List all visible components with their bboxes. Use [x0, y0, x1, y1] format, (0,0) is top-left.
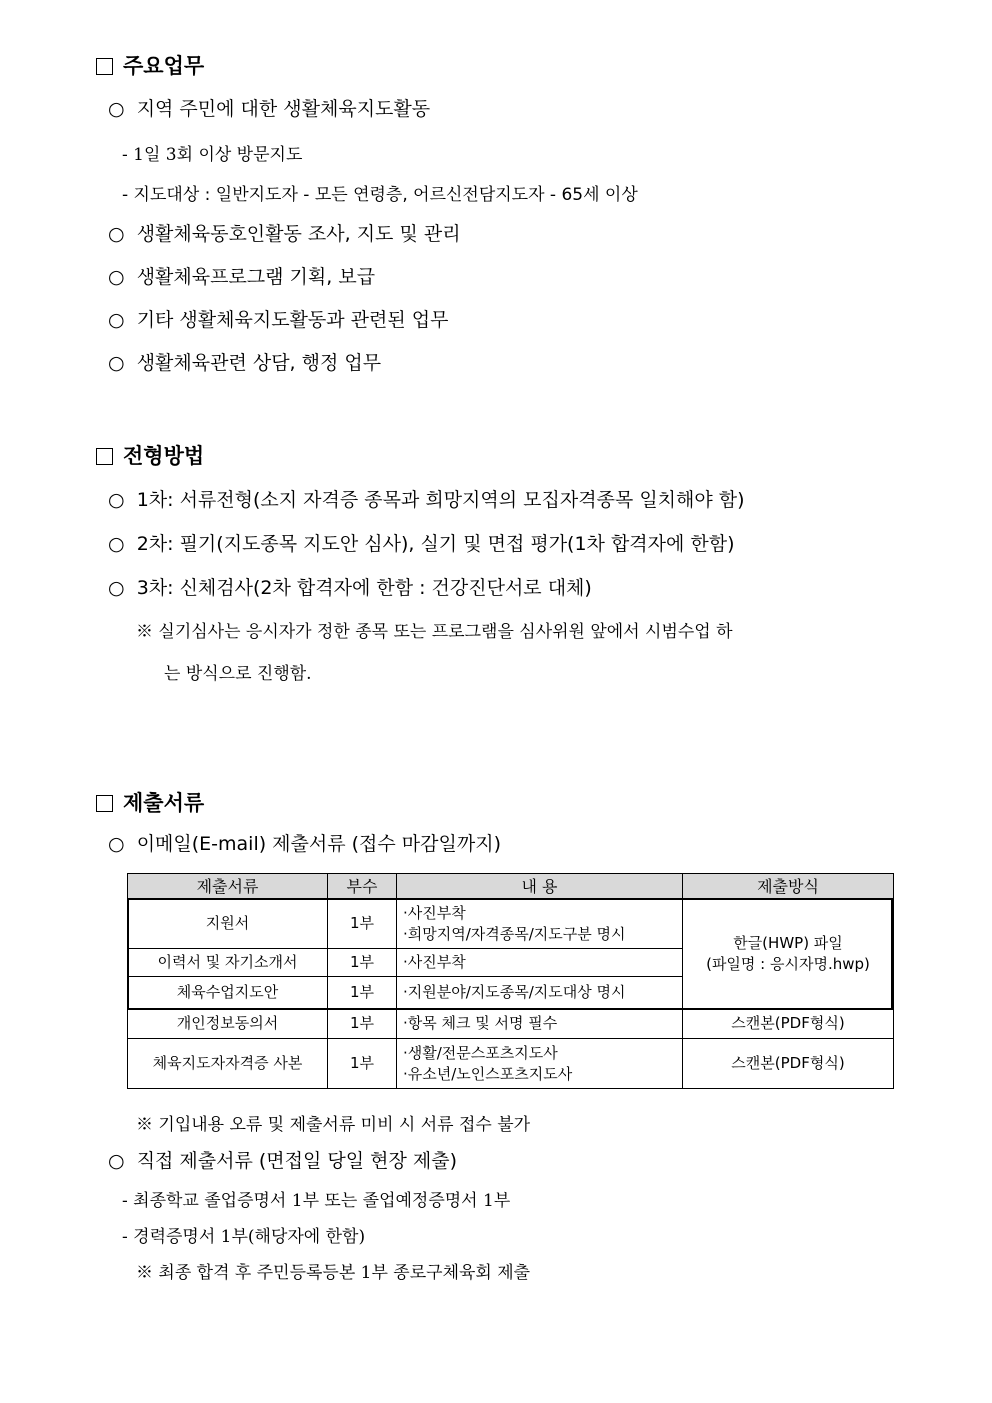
table-row: 체육지도자자격증 사본 1부 ·생활/전문스포츠지도사 ·유소년/노인스포츠지도사 스캔본(PDF형식) [128, 1039, 894, 1089]
list-item: ○ 직접 제출서류 (면접일 당일 현장 제출) [108, 1150, 458, 1172]
list-item: ○ 이메일(E-mail) 제출서류 (접수 마감일까지) [108, 833, 501, 855]
table-row: 지원서 1부 ·사진부착 ·희망지역/자격종목/지도구분 명시 한글(HWP) 파일 (파일명 : 응시자명.hwp) [128, 899, 894, 949]
checkbox-square-icon [96, 448, 113, 465]
circle-bullet-icon: ○ [108, 577, 125, 599]
circle-bullet-icon: ○ [108, 1150, 125, 1172]
circle-bullet-icon: ○ [108, 352, 125, 374]
list-subitem: - 최종학교 졸업증명서 1부 또는 졸업예정증명서 1부 [122, 1191, 511, 1211]
list-item: ○ 생활체육프로그램 기획, 보급 [108, 266, 376, 288]
merged-method-cell: 한글(HWP) 파일 (파일명 : 응시자명.hwp) [683, 899, 894, 1009]
list-item: ○ 2차: 필기(지도종목 지도안 심사), 실기 및 면접 평가(1차 합격자에 한함) [108, 533, 735, 555]
list-item: ○ 기타 생활체육지도활동과 관련된 업무 [108, 309, 449, 331]
circle-bullet-icon: ○ [108, 833, 125, 855]
note-text: ※ 실기심사는 응시자가 정한 종목 또는 프로그램을 심사위원 앞에서 시범수업 하 [136, 622, 733, 642]
section-title: 전형방법 [123, 444, 205, 468]
section-heading-main-duties [96, 50, 204, 80]
checkbox-square-icon [96, 58, 113, 75]
list-item: ○ 지역 주민에 대한 생활체육지도활동 [108, 98, 431, 120]
section-heading-selection [96, 440, 204, 470]
column-header: 제출방식 [683, 874, 894, 899]
documents-table [127, 873, 894, 1089]
circle-bullet-icon: ○ [108, 266, 125, 288]
circle-bullet-icon: ○ [108, 309, 125, 331]
list-item: ○ 1차: 서류전형(소지 자격증 종목과 희망지역의 모집자격종목 일치해야 함) [108, 489, 745, 511]
circle-bullet-icon: ○ [108, 533, 125, 555]
table-header-row [128, 874, 894, 899]
list-item: ○ 생활체육동호인활동 조사, 지도 및 관리 [108, 223, 461, 245]
column-header: 부수 [328, 874, 397, 899]
table-row: 개인정보동의서 1부 ·항목 체크 및 서명 필수 스캔본(PDF형식) [128, 1009, 894, 1039]
list-subitem: - 지도대상 : 일반지도자 - 모든 연령층, 어르신전담지도자 - 65세 이상 [122, 185, 638, 205]
column-header: 내 용 [397, 874, 683, 899]
section-title: 제출서류 [123, 791, 205, 815]
table-row: 체육수업지도안 1부 ·지원분야/지도종목/지도대상 명시 [128, 977, 894, 1009]
circle-bullet-icon: ○ [108, 489, 125, 511]
checkbox-square-icon [96, 795, 113, 812]
table-row: 이력서 및 자기소개서 1부 ·사진부착 [128, 949, 894, 977]
list-subitem: - 1일 3회 이상 방문지도 [122, 145, 303, 165]
list-item: ○ 3차: 신체검사(2차 합격자에 한함 : 건강진단서로 대체) [108, 577, 592, 599]
note-text: ※ 최종 합격 후 주민등록등본 1부 종로구체육회 제출 [136, 1263, 531, 1283]
circle-bullet-icon: ○ [108, 98, 125, 120]
list-subitem: - 경력증명서 1부(해당자에 한함) [122, 1227, 366, 1247]
note-text-continued: 는 방식으로 진행함. [164, 664, 312, 684]
circle-bullet-icon: ○ [108, 223, 125, 245]
section-heading-documents [96, 787, 204, 817]
section-title: 주요업무 [123, 54, 205, 78]
list-item: ○ 생활체육관련 상담, 행정 업무 [108, 352, 382, 374]
note-text: ※ 기입내용 오류 및 제출서류 미비 시 서류 접수 불가 [136, 1115, 531, 1135]
column-header: 제출서류 [128, 874, 328, 899]
